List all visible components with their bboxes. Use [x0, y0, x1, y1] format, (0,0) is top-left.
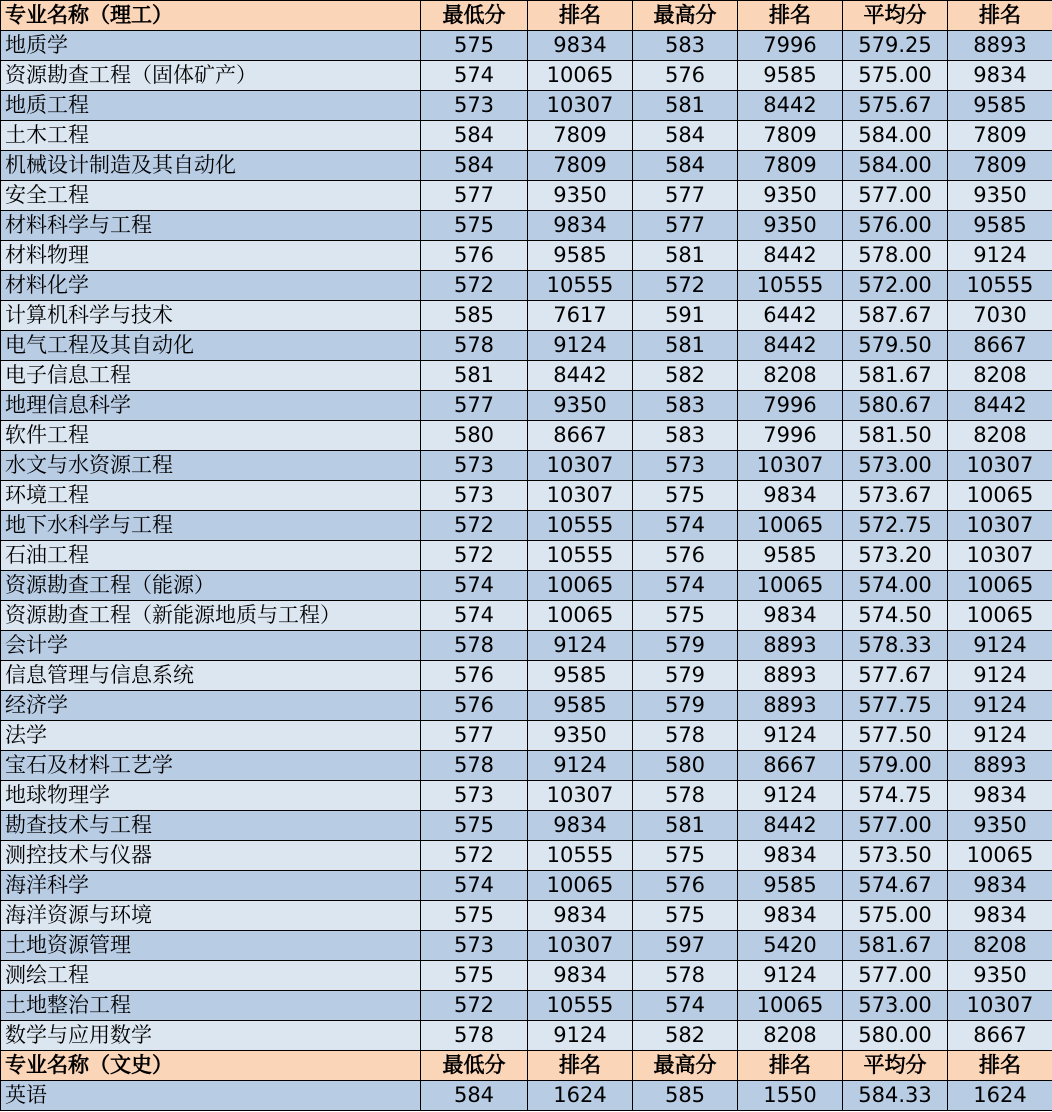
score-cell: 10307 — [948, 451, 1052, 481]
score-cell: 579.00 — [843, 751, 948, 781]
score-cell: 577.00 — [843, 181, 948, 211]
score-cell: 575.00 — [843, 61, 948, 91]
score-cell: 8442 — [528, 361, 633, 391]
score-cell: 9350 — [948, 961, 1052, 991]
score-cell: 579 — [633, 631, 738, 661]
score-cell: 575 — [421, 901, 528, 931]
score-cell: 8442 — [738, 811, 843, 841]
score-cell: 7996 — [738, 391, 843, 421]
score-cell: 572 — [421, 541, 528, 571]
score-cell: 8442 — [738, 241, 843, 271]
score-cell: 577 — [421, 391, 528, 421]
score-cell: 581 — [421, 361, 528, 391]
table-row — [1, 481, 1052, 511]
table-row — [1, 31, 1052, 61]
score-cell: 577.00 — [843, 811, 948, 841]
major-name-cell: 材料物理 — [1, 241, 421, 271]
score-cell: 572.00 — [843, 271, 948, 301]
major-name-cell: 材料化学 — [1, 271, 421, 301]
score-cell: 8208 — [738, 1021, 843, 1051]
score-cell: 580 — [633, 751, 738, 781]
score-cell: 584 — [421, 121, 528, 151]
score-cell: 8208 — [738, 361, 843, 391]
major-name-cell: 海洋资源与环境 — [1, 901, 421, 931]
score-cell: 574 — [633, 511, 738, 541]
score-cell: 577.50 — [843, 721, 948, 751]
table-row — [1, 151, 1052, 181]
score-cell: 577.00 — [843, 961, 948, 991]
score-cell: 7809 — [528, 151, 633, 181]
score-cell: 7996 — [738, 421, 843, 451]
score-cell: 1624 — [948, 1081, 1052, 1111]
score-cell: 575 — [633, 901, 738, 931]
score-cell: 9124 — [948, 631, 1052, 661]
score-cell: 8667 — [528, 421, 633, 451]
score-cell: 9350 — [738, 211, 843, 241]
score-cell: 575 — [421, 211, 528, 241]
major-name-cell: 安全工程 — [1, 181, 421, 211]
score-cell: 9834 — [528, 211, 633, 241]
score-cell: 9124 — [948, 721, 1052, 751]
score-cell: 9585 — [948, 91, 1052, 121]
score-cell: 576 — [421, 661, 528, 691]
table-row — [1, 1021, 1052, 1051]
score-cell: 577 — [421, 181, 528, 211]
score-cell: 572 — [633, 271, 738, 301]
score-cell: 9834 — [738, 901, 843, 931]
score-cell: 8208 — [948, 931, 1052, 961]
score-cell: 575 — [421, 961, 528, 991]
score-cell: 573 — [421, 481, 528, 511]
score-cell: 572 — [421, 991, 528, 1021]
score-cell: 9834 — [528, 31, 633, 61]
table-row — [1, 1081, 1052, 1111]
score-cell: 574.00 — [843, 571, 948, 601]
score-cell: 8208 — [948, 361, 1052, 391]
score-cell: 10065 — [948, 571, 1052, 601]
score-cell: 8208 — [948, 421, 1052, 451]
score-cell: 572.75 — [843, 511, 948, 541]
score-cell: 9834 — [528, 961, 633, 991]
score-cell: 582 — [633, 1021, 738, 1051]
score-cell: 9124 — [528, 631, 633, 661]
score-cell: 10555 — [528, 991, 633, 1021]
major-name-cell: 会计学 — [1, 631, 421, 661]
score-cell: 10065 — [528, 571, 633, 601]
score-cell: 572 — [421, 511, 528, 541]
score-cell: 576.00 — [843, 211, 948, 241]
score-cell: 9585 — [528, 691, 633, 721]
column-header: 排名 — [738, 1051, 843, 1081]
column-header: 最高分 — [633, 1051, 738, 1081]
section-header-row — [1, 1051, 1052, 1081]
score-cell: 10065 — [948, 841, 1052, 871]
table-row — [1, 961, 1052, 991]
score-cell: 7996 — [738, 31, 843, 61]
table-row — [1, 361, 1052, 391]
score-cell: 573 — [633, 451, 738, 481]
score-cell: 577.67 — [843, 661, 948, 691]
score-cell: 9585 — [738, 541, 843, 571]
score-cell: 573.50 — [843, 841, 948, 871]
score-cell: 10065 — [738, 571, 843, 601]
score-cell: 579.50 — [843, 331, 948, 361]
score-cell: 577 — [633, 181, 738, 211]
score-cell: 581.50 — [843, 421, 948, 451]
major-name-cell: 水文与水资源工程 — [1, 451, 421, 481]
score-cell: 580 — [421, 421, 528, 451]
score-cell: 9350 — [528, 391, 633, 421]
score-cell: 572 — [421, 271, 528, 301]
score-cell: 6442 — [738, 301, 843, 331]
score-cell: 584.00 — [843, 121, 948, 151]
major-name-cell: 测绘工程 — [1, 961, 421, 991]
score-cell: 9124 — [528, 331, 633, 361]
table-row — [1, 781, 1052, 811]
score-cell: 583 — [633, 391, 738, 421]
score-cell: 581 — [633, 331, 738, 361]
score-cell: 580.67 — [843, 391, 948, 421]
table-row — [1, 181, 1052, 211]
major-name-cell: 地质工程 — [1, 91, 421, 121]
score-cell: 9834 — [738, 481, 843, 511]
score-cell: 9350 — [948, 811, 1052, 841]
score-cell: 574 — [421, 571, 528, 601]
score-cell: 7809 — [738, 151, 843, 181]
score-cell: 9585 — [738, 61, 843, 91]
score-cell: 9834 — [948, 871, 1052, 901]
major-name-cell: 法学 — [1, 721, 421, 751]
score-cell: 8442 — [948, 391, 1052, 421]
score-cell: 578 — [421, 631, 528, 661]
score-cell: 582 — [633, 361, 738, 391]
score-cell: 7809 — [948, 121, 1052, 151]
score-cell: 584 — [633, 151, 738, 181]
table-row — [1, 331, 1052, 361]
score-cell: 10307 — [528, 91, 633, 121]
score-cell: 7617 — [528, 301, 633, 331]
table-row — [1, 241, 1052, 271]
score-cell: 9350 — [528, 181, 633, 211]
table-row — [1, 421, 1052, 451]
score-cell: 9834 — [948, 781, 1052, 811]
score-cell: 576 — [633, 871, 738, 901]
score-cell: 9124 — [738, 961, 843, 991]
score-cell: 578 — [633, 961, 738, 991]
score-cell: 573 — [421, 451, 528, 481]
score-cell: 574 — [421, 601, 528, 631]
score-cell: 9834 — [528, 901, 633, 931]
score-cell: 9585 — [738, 871, 843, 901]
major-name-cell: 土地资源管理 — [1, 931, 421, 961]
score-cell: 9585 — [528, 661, 633, 691]
column-header: 最高分 — [633, 1, 738, 31]
score-cell: 9834 — [948, 61, 1052, 91]
score-cell: 9124 — [738, 721, 843, 751]
score-cell: 9834 — [948, 901, 1052, 931]
score-cell: 578 — [421, 331, 528, 361]
major-name-cell: 勘查技术与工程 — [1, 811, 421, 841]
score-cell: 584 — [421, 151, 528, 181]
major-name-cell: 电气工程及其自动化 — [1, 331, 421, 361]
score-cell: 10307 — [948, 991, 1052, 1021]
table-row — [1, 271, 1052, 301]
score-cell: 573.00 — [843, 991, 948, 1021]
score-cell: 573 — [421, 931, 528, 961]
column-header: 排名 — [528, 1, 633, 31]
major-name-cell: 海洋科学 — [1, 871, 421, 901]
score-cell: 10555 — [738, 271, 843, 301]
score-cell: 10555 — [528, 511, 633, 541]
score-cell: 10065 — [528, 61, 633, 91]
table-row — [1, 901, 1052, 931]
score-cell: 583 — [633, 31, 738, 61]
score-cell: 581 — [633, 811, 738, 841]
major-name-cell: 信息管理与信息系统 — [1, 661, 421, 691]
major-name-cell: 资源勘查工程（固体矿产） — [1, 61, 421, 91]
score-cell: 8893 — [948, 31, 1052, 61]
score-cell: 10307 — [528, 931, 633, 961]
score-cell: 10065 — [528, 601, 633, 631]
score-cell: 581.67 — [843, 931, 948, 961]
major-name-cell: 石油工程 — [1, 541, 421, 571]
major-name-cell: 地球物理学 — [1, 781, 421, 811]
score-cell: 576 — [421, 241, 528, 271]
score-cell: 10065 — [738, 991, 843, 1021]
table-row — [1, 391, 1052, 421]
score-cell: 587.67 — [843, 301, 948, 331]
table-row — [1, 931, 1052, 961]
score-cell: 579 — [633, 691, 738, 721]
major-name-cell: 英语 — [1, 1081, 421, 1111]
score-cell: 579 — [633, 661, 738, 691]
table-row — [1, 541, 1052, 571]
major-name-cell: 经济学 — [1, 691, 421, 721]
score-cell: 8667 — [948, 331, 1052, 361]
score-cell: 575 — [421, 811, 528, 841]
score-cell: 9124 — [948, 661, 1052, 691]
score-cell: 581.67 — [843, 361, 948, 391]
score-cell: 577.75 — [843, 691, 948, 721]
score-cell: 10065 — [948, 601, 1052, 631]
score-cell: 578 — [421, 751, 528, 781]
score-cell: 10065 — [738, 511, 843, 541]
table-row — [1, 601, 1052, 631]
table-row — [1, 841, 1052, 871]
score-cell: 583 — [633, 421, 738, 451]
table-row — [1, 631, 1052, 661]
score-cell: 577 — [633, 211, 738, 241]
table-row — [1, 61, 1052, 91]
score-cell: 581 — [633, 91, 738, 121]
table-row — [1, 211, 1052, 241]
score-cell: 574 — [633, 991, 738, 1021]
score-cell: 8893 — [738, 631, 843, 661]
score-cell: 575 — [633, 841, 738, 871]
major-name-cell: 软件工程 — [1, 421, 421, 451]
table-row — [1, 871, 1052, 901]
score-cell: 577 — [421, 721, 528, 751]
major-name-cell: 土地整治工程 — [1, 991, 421, 1021]
major-name-cell: 测控技术与仪器 — [1, 841, 421, 871]
score-cell: 573.67 — [843, 481, 948, 511]
score-cell: 597 — [633, 931, 738, 961]
score-cell: 8893 — [738, 691, 843, 721]
column-header: 排名 — [528, 1051, 633, 1081]
major-name-cell: 电子信息工程 — [1, 361, 421, 391]
major-name-cell: 数学与应用数学 — [1, 1021, 421, 1051]
score-cell: 7809 — [528, 121, 633, 151]
column-header-major: 专业名称（理工） — [1, 1, 421, 31]
major-name-cell: 计算机科学与技术 — [1, 301, 421, 331]
column-header-major: 专业名称（文史） — [1, 1051, 421, 1081]
score-cell: 10555 — [948, 271, 1052, 301]
major-name-cell: 土木工程 — [1, 121, 421, 151]
score-cell: 575.00 — [843, 901, 948, 931]
score-cell: 9124 — [948, 241, 1052, 271]
score-cell: 584 — [633, 121, 738, 151]
score-cell: 10307 — [528, 481, 633, 511]
score-cell: 578 — [633, 781, 738, 811]
score-cell: 10307 — [528, 451, 633, 481]
score-cell: 8667 — [738, 751, 843, 781]
score-cell: 578 — [633, 721, 738, 751]
score-cell: 575 — [633, 481, 738, 511]
score-cell: 10555 — [528, 841, 633, 871]
score-cell: 9585 — [528, 241, 633, 271]
score-cell: 576 — [633, 541, 738, 571]
score-cell: 578.33 — [843, 631, 948, 661]
score-cell: 8442 — [738, 91, 843, 121]
score-cell: 5420 — [738, 931, 843, 961]
column-header: 最低分 — [421, 1051, 528, 1081]
score-cell: 584 — [421, 1081, 528, 1111]
score-cell: 574.75 — [843, 781, 948, 811]
major-name-cell: 宝石及材料工艺学 — [1, 751, 421, 781]
column-header: 最低分 — [421, 1, 528, 31]
score-cell: 580.00 — [843, 1021, 948, 1051]
score-cell: 10307 — [738, 451, 843, 481]
score-cell: 574 — [421, 61, 528, 91]
score-cell: 584.00 — [843, 151, 948, 181]
score-cell: 9834 — [528, 811, 633, 841]
score-cell: 10307 — [948, 511, 1052, 541]
table-row — [1, 751, 1052, 781]
score-cell: 574.67 — [843, 871, 948, 901]
score-cell: 7809 — [948, 151, 1052, 181]
score-cell: 10065 — [948, 481, 1052, 511]
table-row — [1, 661, 1052, 691]
column-header: 平均分 — [843, 1, 948, 31]
score-cell: 9350 — [948, 181, 1052, 211]
table-row — [1, 91, 1052, 121]
table-row — [1, 301, 1052, 331]
score-cell: 9834 — [738, 841, 843, 871]
score-cell: 10555 — [528, 271, 633, 301]
major-name-cell: 环境工程 — [1, 481, 421, 511]
column-header: 排名 — [738, 1, 843, 31]
score-cell: 7030 — [948, 301, 1052, 331]
score-cell: 9124 — [738, 781, 843, 811]
major-name-cell: 材料科学与工程 — [1, 211, 421, 241]
column-header: 平均分 — [843, 1051, 948, 1081]
score-cell: 573.00 — [843, 451, 948, 481]
score-cell: 10307 — [528, 781, 633, 811]
section-header-row — [1, 1, 1052, 31]
table-row — [1, 991, 1052, 1021]
score-cell: 576 — [421, 691, 528, 721]
score-cell: 578.00 — [843, 241, 948, 271]
score-cell: 576 — [633, 61, 738, 91]
score-cell: 578 — [421, 1021, 528, 1051]
score-cell: 7809 — [738, 121, 843, 151]
table-row — [1, 691, 1052, 721]
major-name-cell: 机械设计制造及其自动化 — [1, 151, 421, 181]
score-cell: 573 — [421, 781, 528, 811]
major-name-cell: 地质学 — [1, 31, 421, 61]
score-cell: 591 — [633, 301, 738, 331]
score-cell: 9350 — [738, 181, 843, 211]
score-cell: 10307 — [948, 541, 1052, 571]
column-header: 排名 — [948, 1, 1052, 31]
major-name-cell: 资源勘查工程（新能源地质与工程） — [1, 601, 421, 631]
score-cell: 9124 — [528, 1021, 633, 1051]
score-cell: 574 — [421, 871, 528, 901]
table-row — [1, 121, 1052, 151]
score-cell: 10555 — [528, 541, 633, 571]
score-cell: 9585 — [948, 211, 1052, 241]
score-cell: 9124 — [948, 691, 1052, 721]
major-name-cell: 资源勘查工程（能源） — [1, 571, 421, 601]
score-cell: 9350 — [528, 721, 633, 751]
score-cell: 8667 — [948, 1021, 1052, 1051]
major-name-cell: 地下水科学与工程 — [1, 511, 421, 541]
score-cell: 573.20 — [843, 541, 948, 571]
score-cell: 573 — [421, 91, 528, 121]
score-cell: 8893 — [738, 661, 843, 691]
score-cell: 1624 — [528, 1081, 633, 1111]
score-cell: 579.25 — [843, 31, 948, 61]
score-cell: 10065 — [528, 871, 633, 901]
score-cell: 584.33 — [843, 1081, 948, 1111]
table-row — [1, 511, 1052, 541]
score-cell: 574 — [633, 571, 738, 601]
column-header: 排名 — [948, 1051, 1052, 1081]
score-cell: 1550 — [738, 1081, 843, 1111]
score-cell: 574.50 — [843, 601, 948, 631]
score-table-body — [1, 1, 1052, 1111]
score-cell: 575.67 — [843, 91, 948, 121]
score-cell: 572 — [421, 841, 528, 871]
score-cell: 585 — [633, 1081, 738, 1111]
score-cell: 9124 — [528, 751, 633, 781]
major-name-cell: 地理信息科学 — [1, 391, 421, 421]
table-row — [1, 721, 1052, 751]
score-cell: 585 — [421, 301, 528, 331]
table-row — [1, 451, 1052, 481]
table-row — [1, 811, 1052, 841]
score-cell: 575 — [633, 601, 738, 631]
score-cell: 8893 — [948, 751, 1052, 781]
table-row — [1, 571, 1052, 601]
score-cell: 9834 — [738, 601, 843, 631]
score-cell: 581 — [633, 241, 738, 271]
score-cell: 575 — [421, 31, 528, 61]
score-cell: 8442 — [738, 331, 843, 361]
